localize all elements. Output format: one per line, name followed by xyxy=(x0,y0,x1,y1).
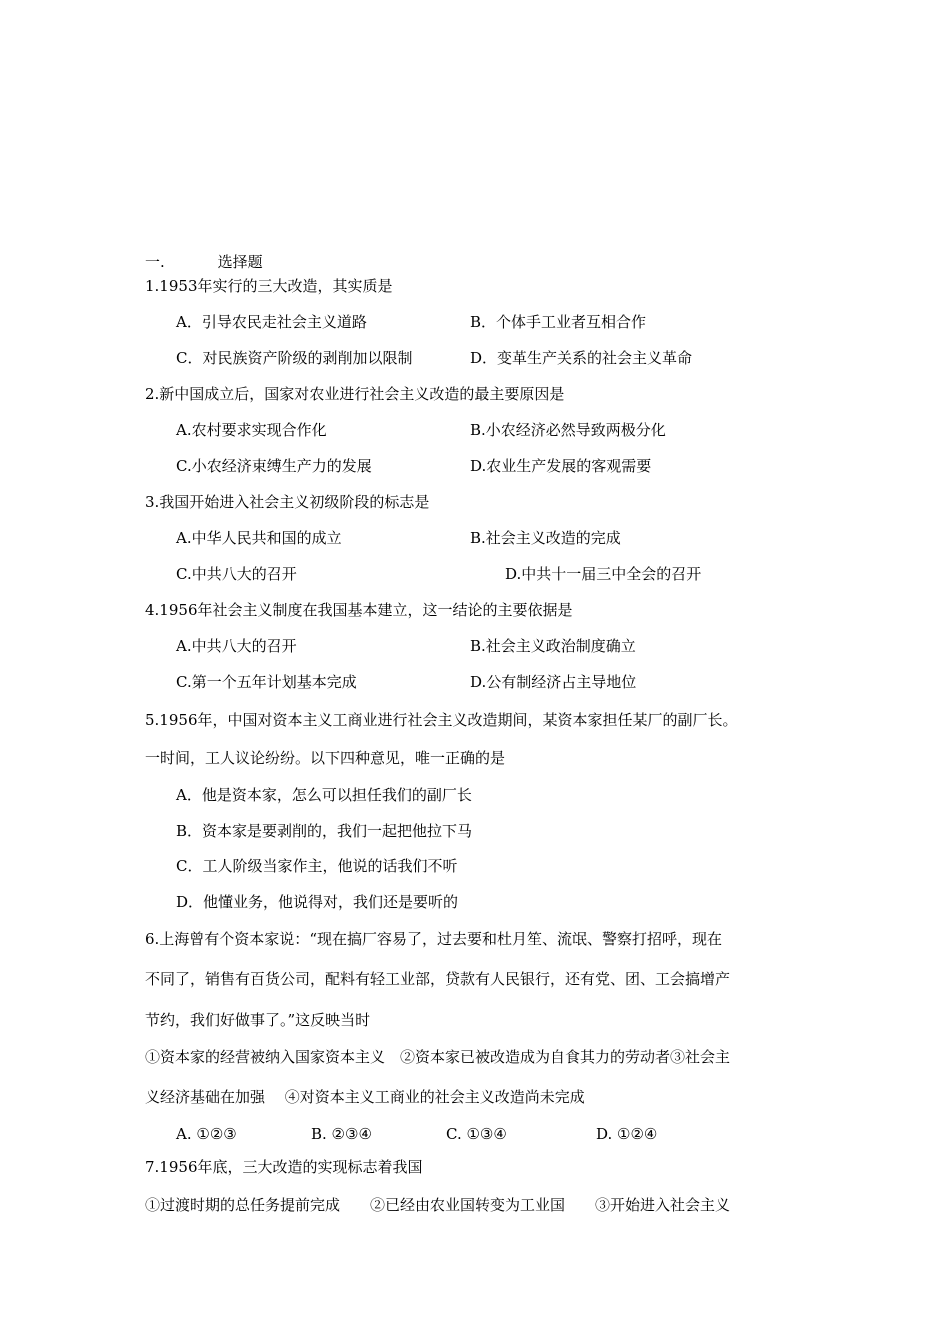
question-5-stem-line-1: 5.1956年，中国对资本主义工商业进行社会主义改造期间，某资本家担任某厂的副厂长。 xyxy=(145,711,738,729)
question-7-stem: 7.1956年底，三大改造的实现标志着我国 xyxy=(145,1158,423,1176)
question-2-option-c: C.小农经济束缚生产力的发展 xyxy=(176,457,372,475)
question-1-option-b: B．个体手工业者互相合作 xyxy=(470,313,647,331)
question-2-option-b: B.小农经济必然导致两极分化 xyxy=(470,421,666,439)
question-3-option-d: D.中共十一届三中全会的召开 xyxy=(505,565,702,583)
question-6-option-d: D. ①②④ xyxy=(596,1125,658,1143)
question-3-stem: 3.我国开始进入社会主义初级阶段的标志是 xyxy=(145,493,430,511)
question-6-option-c: C. ①③④ xyxy=(446,1125,507,1143)
question-3-option-c: C.中共八大的召开 xyxy=(176,565,297,583)
section-title: 选择题 xyxy=(217,253,263,271)
question-4-option-d: D.公有制经济占主导地位 xyxy=(470,673,637,691)
question-3-option-a: A.中华人民共和国的成立 xyxy=(176,529,342,547)
question-5-option-b: B．资本家是要剥削的，我们一起把他拉下马 xyxy=(176,822,473,840)
question-6-stem-line-2: 不同了，销售有百货公司，配料有轻工业部，贷款有人民银行，还有党、团、工会搞增产 xyxy=(145,970,731,988)
question-4-option-c: C.第一个五年计划基本完成 xyxy=(176,673,357,691)
section-number: 一. xyxy=(145,253,165,271)
question-6-statements-line-2: 义经济基础在加强 ④对资本主义工商业的社会主义改造尚未完成 xyxy=(145,1088,585,1106)
question-1-stem: 1.1953年实行的三大改造，其实质是 xyxy=(145,277,393,295)
question-6-stem-line-1: 6.上海曾有个资本家说：“现在搞厂容易了，过去要和杜月笙、流氓、警察打招呼，现在 xyxy=(145,930,722,948)
question-7-statements-line-1: ①过渡时期的总任务提前完成 ②已经由农业国转变为工业国 ③开始进入社会主义 xyxy=(145,1196,731,1214)
question-5-stem-line-2: 一时间，工人议论纷纷。以下四种意见，唯一正确的是 xyxy=(145,749,506,767)
question-1-option-d: D．变革生产关系的社会主义革命 xyxy=(470,349,693,367)
question-5-option-d: D．他懂业务，他说得对，我们还是要听的 xyxy=(176,893,459,911)
question-4-option-b: B.社会主义政治制度确立 xyxy=(470,637,636,655)
question-5-option-a: A．他是资本家，怎么可以担任我们的副厂长 xyxy=(176,786,472,804)
question-6-option-b: B. ②③④ xyxy=(311,1125,372,1143)
question-2-stem: 2.新中国成立后，国家对农业进行社会主义改造的最主要原因是 xyxy=(145,385,565,403)
question-4-option-a: A.中共八大的召开 xyxy=(176,637,297,655)
question-2-option-d: D.农业生产发展的客观需要 xyxy=(470,457,652,475)
question-2-option-a: A.农村要求实现合作化 xyxy=(176,421,327,439)
question-1-option-a: A．引导农民走社会主义道路 xyxy=(176,313,367,331)
question-4-stem: 4.1956年社会主义制度在我国基本建立，这一结论的主要依据是 xyxy=(145,601,573,619)
question-3-option-b: B.社会主义改造的完成 xyxy=(470,529,621,547)
question-1-option-c: C．对民族资产阶级的剥削加以限制 xyxy=(176,349,413,367)
question-5-option-c: C．工人阶级当家作主，他说的话我们不听 xyxy=(176,857,458,875)
question-6-option-a: A. ①②③ xyxy=(176,1125,237,1143)
section-heading xyxy=(145,252,263,272)
question-6-stem-line-3: 节约，我们好做事了。”这反映当时 xyxy=(145,1011,371,1029)
question-6-statements-line-1: ①资本家的经营被纳入国家资本主义 ②资本家已被改造成为自食其力的劳动者③社会主 xyxy=(145,1048,731,1066)
